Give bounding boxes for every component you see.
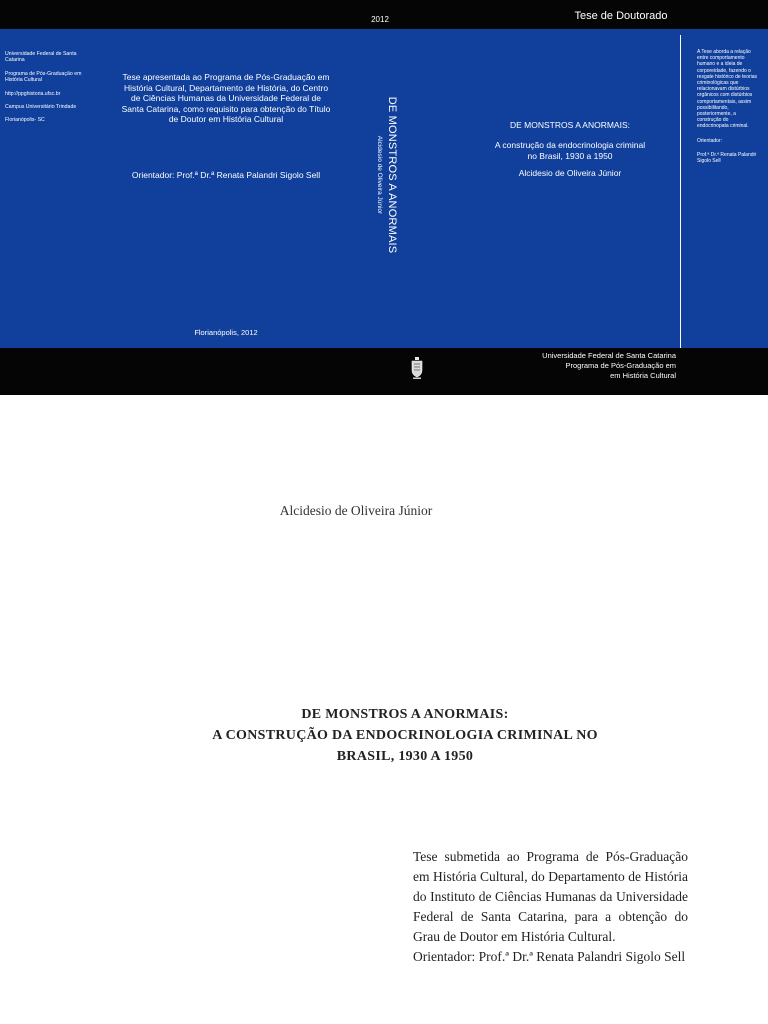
front-flap-orientador-name: Prof.ª Dr.ª Renata Palandri Sigolo Sell xyxy=(697,151,757,165)
back-flap-url: http://ppghistoria.ufsc.br xyxy=(5,90,61,97)
front-cover-author: Alcidesio de Oliveira Júnior xyxy=(518,168,622,178)
bottom-program-line: Programa de Pós-Graduação em xyxy=(565,361,676,370)
title-line-3: BRASIL, 1930 A 1950 xyxy=(336,749,474,764)
bottom-area-line: em História Cultural xyxy=(610,371,676,380)
cover-place-year: Florianópolis, 2012 xyxy=(194,328,258,337)
cover-spine xyxy=(358,75,398,275)
title-page-submission-note xyxy=(413,847,688,967)
spine-author: Alcidesio de Oliveira Júnior xyxy=(376,135,383,215)
front-cover-block xyxy=(490,120,650,185)
bottom-institution-line: Universidade Federal de Santa Catarina xyxy=(542,351,676,360)
cover-top-label: Tese de Doutorado xyxy=(574,10,668,22)
cover-top-year: 2012 xyxy=(371,15,389,24)
spine-title: DE MONSTROS A ANORMAIS xyxy=(386,96,398,254)
ufsc-crest-icon xyxy=(410,357,424,379)
front-cover-title: DE MONSTROS A ANORMAIS: xyxy=(510,120,630,130)
submission-orientador: Orientador: Prof.ª Dr.ª Renata Palandri Sigolo Sell xyxy=(413,949,686,964)
title-page-title xyxy=(120,704,690,767)
front-flap-summary: A Tese aborda a relação entre comportamento humano e a ideia de corporeidade, fazendo o resgate histórico de teorias criminológicas que relacionavam distúrbios orgânicos com distúrbios comportamentais, assim possibilitando, posteriormente, a construção do endocrinopata criminal. xyxy=(697,49,758,130)
front-flap-orientador-label: Orientador: xyxy=(697,137,723,144)
back-flap-program: Programa de Pós-Graduação em História Cultural xyxy=(5,70,82,84)
front-cover-subtitle: A construção da endocrinologia criminal no Brasil, 1930 a 1950 xyxy=(494,140,646,161)
cover-bottom-institution xyxy=(490,351,676,381)
title-page-author: Alcidesio de Oliveira Júnior xyxy=(279,503,433,518)
back-flap-info xyxy=(5,51,85,131)
cover-presentation-text: Tese apresentada ao Programa de Pós-Graduação em História Cultural, Departamento de História, do Centro de Ciências Humanas da Universidade Federal de Santa Catarina, como requisito para obtenção do Título de Doutor em História Cultural xyxy=(121,72,331,125)
front-flap-info xyxy=(697,49,759,172)
cover-flap-divider xyxy=(680,35,681,348)
back-flap-university: Universidade Federal de Santa Catarina xyxy=(5,51,77,64)
cover-bottom-bar xyxy=(0,348,768,395)
title-line-2: A CONSTRUÇÃO DA ENDOCRINOLOGIA CRIMINAL NO xyxy=(212,728,598,743)
thesis-cover xyxy=(0,0,768,395)
back-flap-campus: Campus Universitário Trindade xyxy=(5,104,77,111)
submission-text: Tese submetida ao Programa de Pós-Graduação em História Cultural, do Departamento de História do Instituto de Ciências Humanas da Universidade Federal de Santa Catarina, para a obtenção do Grau de Doutor em História Cultural. xyxy=(413,849,688,944)
back-flap-city: Florianópolis- SC xyxy=(5,117,45,124)
cover-orientador: Orientador: Prof.ª Dr.ª Renata Palandri Sigolo Sell xyxy=(131,170,321,180)
cover-top-bar xyxy=(0,0,768,29)
title-line-1: DE MONSTROS A ANORMAIS: xyxy=(301,707,509,722)
